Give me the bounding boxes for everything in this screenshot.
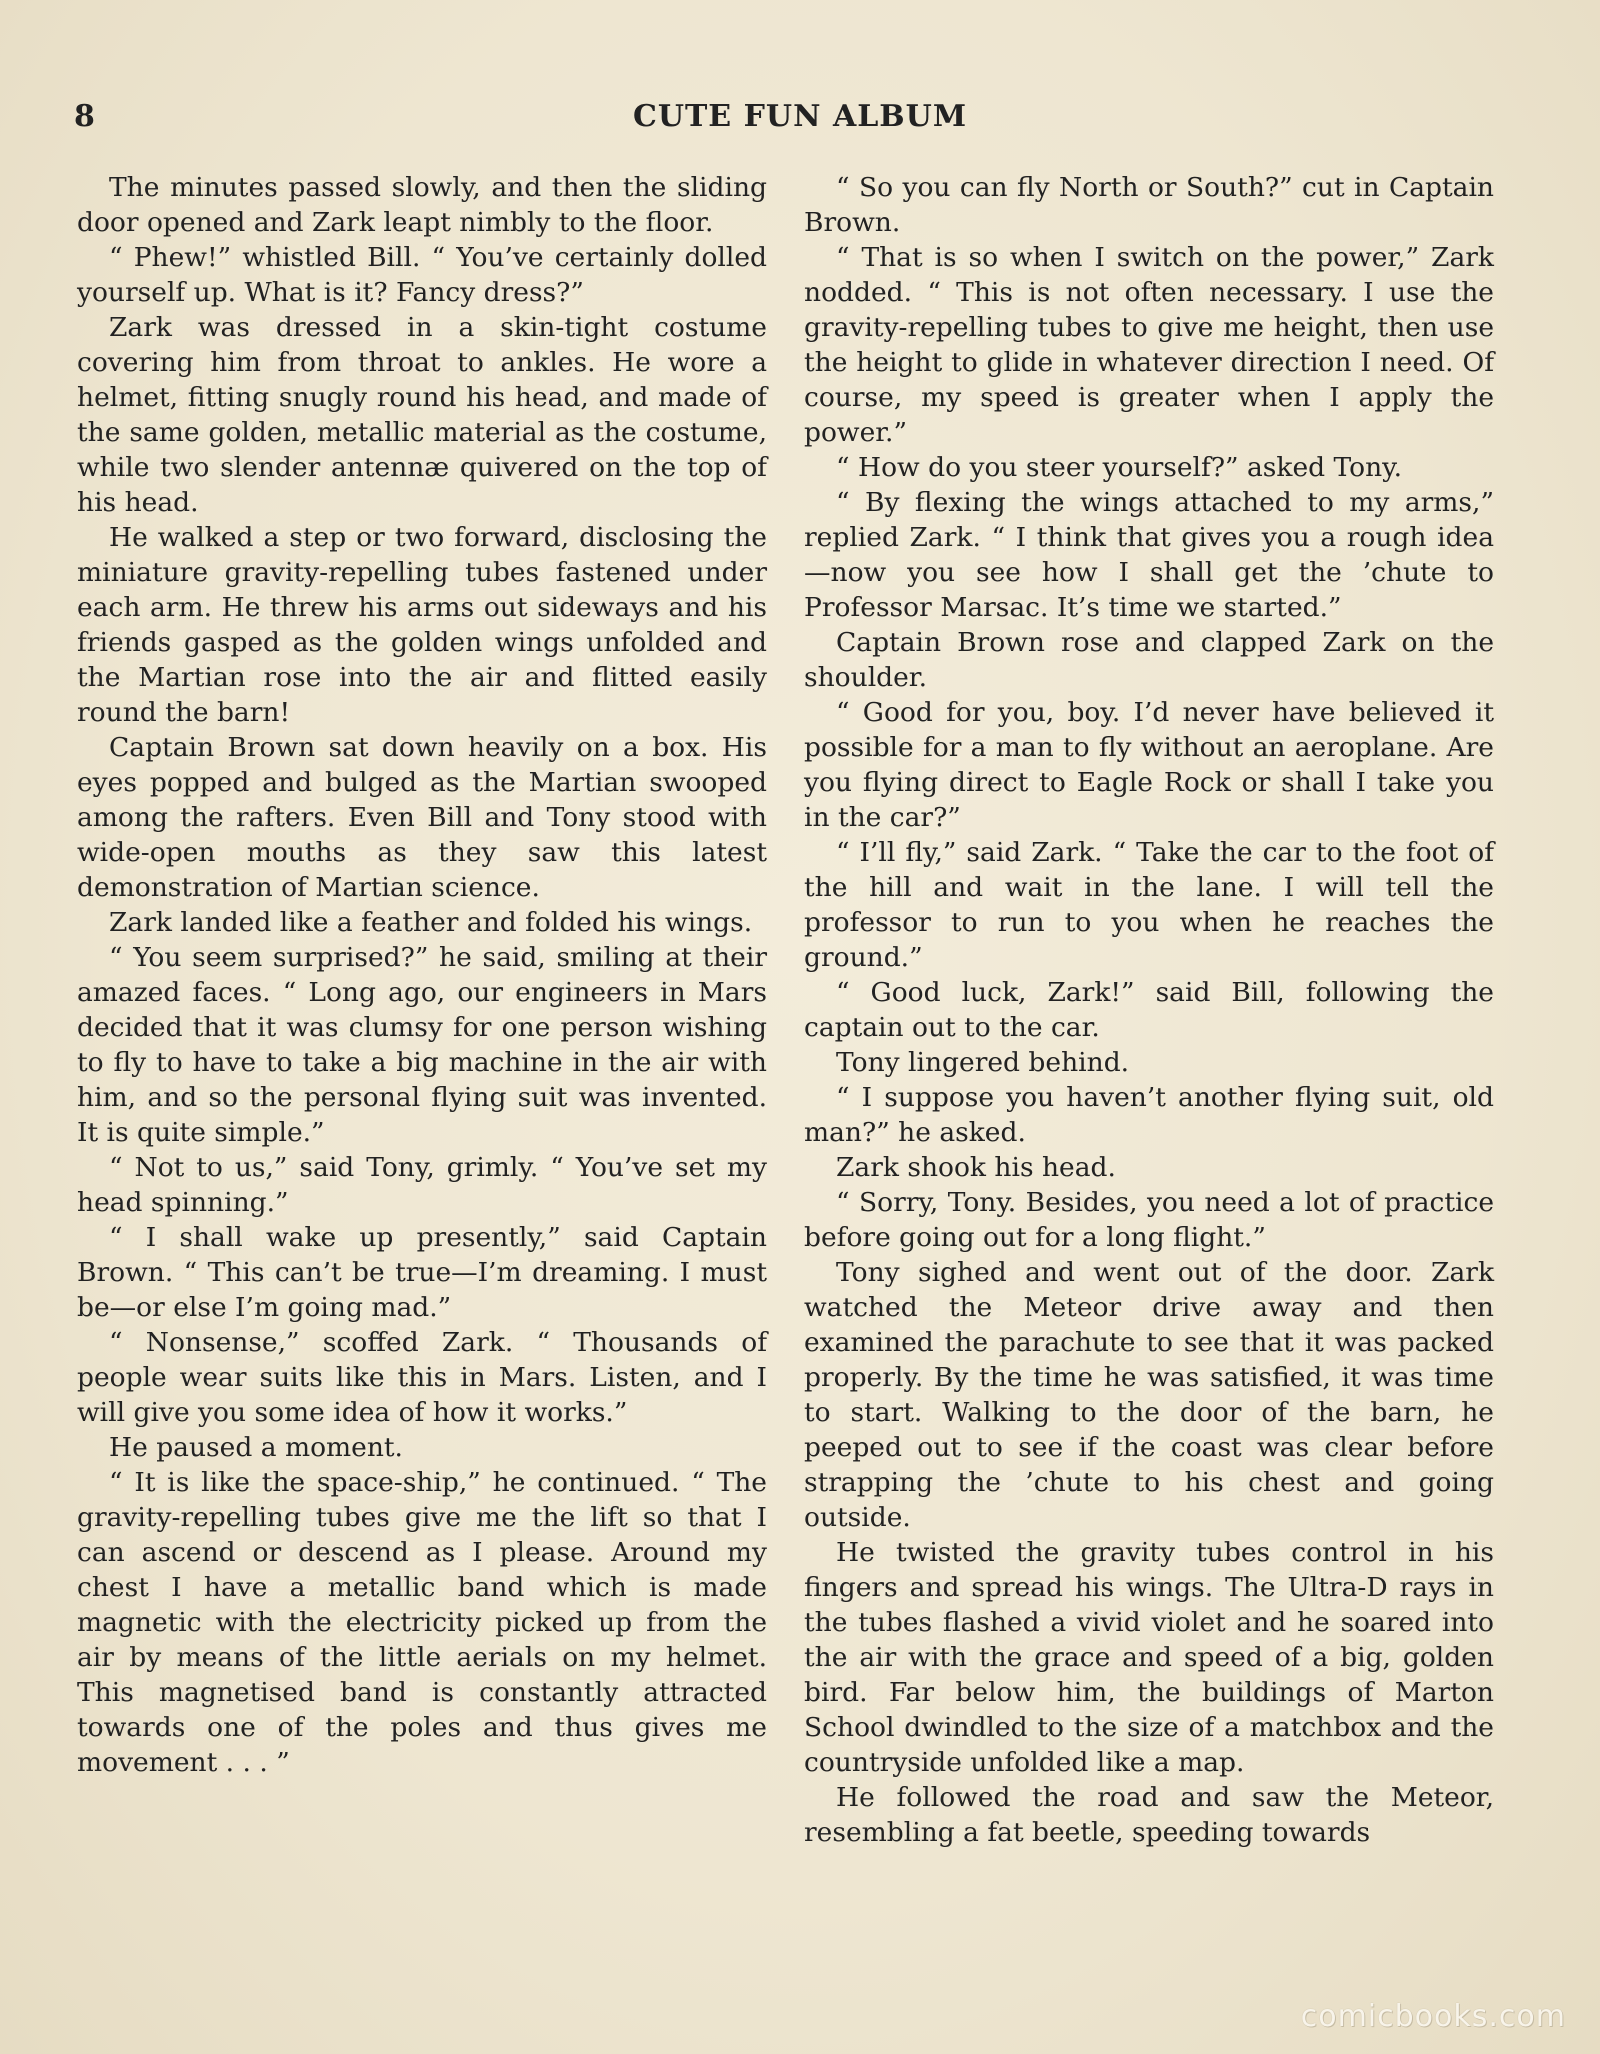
paragraph: “ Sorry, Tony. Besides, you need a lot of practice before going out for a long flight.” xyxy=(804,1187,1494,1253)
left-text-column xyxy=(77,170,767,1780)
paragraph: “ Nonsense,” scoffed Zark. “ Thousands of people wear suits like this in Mars. Listen, and I will give you some idea of how it works.” xyxy=(77,1327,767,1428)
site-watermark: comicbooks.com xyxy=(1300,1999,1566,2034)
paragraph: “ You seem surprised?” he said, smiling at their amazed faces. “ Long ago, our engineers in Mars decided that it was clumsy for one person wishing to fly to have to take a big machine in the air with him, and so the personal flying suit was invented. It is quite simple.” xyxy=(77,942,767,1148)
paragraph: “ Phew!” whistled Bill. “ You’ve certainly dolled yourself up. What is it? Fancy dress?” xyxy=(77,242,767,308)
running-title: CUTE FUN ALBUM xyxy=(632,99,968,134)
paragraph: The minutes passed slowly, and then the sliding door opened and Zark leapt nimbly to the floor. xyxy=(77,172,767,238)
paragraph: Zark was dressed in a skin-tight costume covering him from throat to ankles. He wore a helmet, fitting snugly round his head, and made of the same golden, metallic material as the costume, while two slender antennæ quivered on the top of his head. xyxy=(77,312,767,518)
paragraph: “ I shall wake up presently,” said Captain Brown. “ This can’t be true—I’m dreaming. I must be—or else I’m going mad.” xyxy=(77,1222,767,1323)
paragraph: “ Good luck, Zark!” said Bill, following the captain out to the car. xyxy=(804,977,1494,1043)
paragraph: “ I’ll fly,” said Zark. “ Take the car to the foot of the hill and wait in the lane. I will tell the professor to run to you when he reaches the ground.” xyxy=(804,837,1494,973)
paragraph: Zark landed like a feather and folded his wings. xyxy=(109,907,753,938)
page-number: 8 xyxy=(74,99,95,134)
paragraph: “ By flexing the wings attached to my arms,” replied Zark. “ I think that gives you a rough idea—now you see how I shall get the ’chute to Professor Marsac. It’s time we started.” xyxy=(804,487,1494,623)
paragraph: Tony sighed and went out of the door. Zark watched the Meteor drive away and then examined the parachute to see that it was packed properly. By the time he was satisfied, it was time to start. Walking to the door of the barn, he peeped out to see if the coast was clear before strapping the ’chute to his chest and going outside. xyxy=(804,1257,1494,1533)
paragraph: “ How do you steer yourself?” asked Tony. xyxy=(836,452,1403,483)
paragraph: “ So you can fly North or South?” cut in Captain Brown. xyxy=(804,172,1494,238)
paragraph: “ I suppose you haven’t another flying suit, old man?” he asked. xyxy=(804,1082,1494,1148)
paragraph: “ Good for you, boy. I’d never have believed it possible for a man to fly without an aeroplane. Are you flying direct to Eagle Rock or shall I take you in the car?” xyxy=(804,697,1494,833)
right-text-column xyxy=(804,170,1494,1850)
paragraph: “ It is like the space-ship,” he continued. “ The gravity-repelling tubes give me the lift so that I can ascend or descend as I please. Around my chest I have a metallic band which is made magnetic with the electricity picked up from the air by means of the little aerials on my helmet. This magnetised band is constantly attracted towards one of the poles and thus gives me movement . . . ” xyxy=(77,1467,767,1778)
paragraph: Zark shook his head. xyxy=(836,1152,1116,1183)
paragraph: Captain Brown sat down heavily on a box. His eyes popped and bulged as the Martian swooped among the rafters. Even Bill and Tony stood with wide-open mouths as they saw this latest demonstration of Martian science. xyxy=(77,732,767,903)
paragraph: He followed the road and saw the Meteor, resembling a fat beetle, speeding towards xyxy=(804,1782,1494,1848)
paragraph: He walked a step or two forward, disclosing the miniature gravity-repelling tubes fastened under each arm. He threw his arms out sideways and his friends gasped as the golden wings unfolded and the Martian rose into the air and flitted easily round the barn! xyxy=(77,522,767,728)
paragraph: Captain Brown rose and clapped Zark on the shoulder. xyxy=(804,627,1494,693)
paragraph: He paused a moment. xyxy=(109,1432,403,1463)
paragraph: “ That is so when I switch on the power,” Zark nodded. “ This is not often necessary. I use the gravity-repelling tubes to give me height, then use the height to glide in whatever direction I need. Of course, my speed is greater when I apply the power.” xyxy=(804,242,1494,448)
paragraph: He twisted the gravity tubes control in his fingers and spread his wings. The Ultra-D rays in the tubes flashed a vivid violet and he soared into the air with the grace and speed of a big, golden bird. Far below him, the buildings of Marton School dwindled to the size of a matchbox and the countryside unfolded like a map. xyxy=(804,1537,1494,1778)
paragraph: Tony lingered behind. xyxy=(836,1047,1130,1078)
paragraph: “ Not to us,” said Tony, grimly. “ You’ve set my head spinning.” xyxy=(77,1152,767,1218)
